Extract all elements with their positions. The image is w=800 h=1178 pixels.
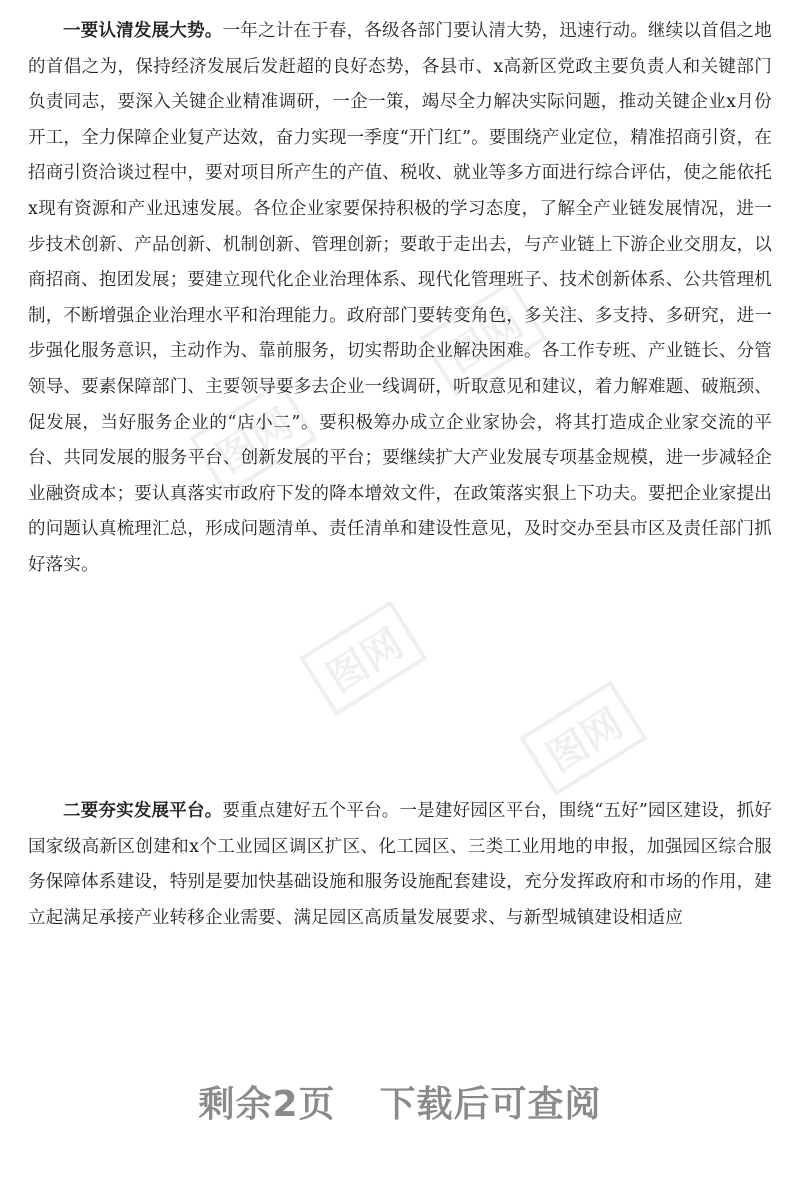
paragraph-development-trend bbox=[28, 14, 772, 584]
watermark-text: 图网 bbox=[419, 280, 547, 396]
paragraph-heading: 一要认清发展大势。 bbox=[63, 21, 223, 41]
watermark-logo bbox=[519, 632, 720, 789]
paragraph-development-platform bbox=[28, 794, 772, 936]
paragraph-body: 一年之计在于春，各级各部门要认清大势，迅速行动。继续以首倡之地的首倡之为，保持经济发展后发赶超的良好态势，各县市、x高新区党政主要负责人和关键部门负责同志，要深入关键企业精准调研，一企一策，竭尽全力解决实际问题，推动关键企业x月份开工，全力保障企业复产达效，奋力实现一季度“开门红”。要围绕产业定位，精准招商引资，在招商引资洽谈过程中，要对项目所产生的产值、税收、就业等多方面进行综合评估，使之能依托x现有资源和产业迅速发展。各位企业家要保持积极的学习态度，了解全产业链发展情况，进一步技术创新、产品创新、机制创新、管理创新；要敢于走出去，与产业链上下游企业交朋友，以商招商、抱团发展；要建立现代化企业治理体系、现代化管理班子、技术创新体系、公共管理机制，不断增强企业治理水平和治理能力。政府部门要转变角色，多关注、多支持、多研究，进一步强化服务意识，主动作为、靠前服务，切实帮助企业解决困难。各工作专班、产业链长、分管领导、要素保障部门、主要领导要多去企业一线调研，听取意见和建议，着力解难题、破瓶颈、促发展，当好服务企业的“店小二”。要积极筹办成立企业家协会，将其打造成企业家交流的平台、共同发展的服务平台、创新发展的平台；要继续扩大产业发展专项基金规模，进一步减轻企业融资成本；要认真落实市政府下发的降本增效文件，在政策落实狠上下功夫。要把企业家提出的问题认真梳理汇总，形成问题清单、责任清单和建设性意见，及时交办至县市区及责任部门抓好落实。 bbox=[28, 21, 772, 575]
paragraph-body: 要重点建好五个平台。一是建好园区平台，围绕“五好”园区建设，抓好国家级高新区创建和x个工业园区调区扩区、化工园区、三类工业用地的申报，加强园区综合服务保障体系建设，特别是要加快基础设施和服务设施配套建设，充分发挥政府和市场的作用，建立起满足承接产业转移企业需要、满足园区高质量发展要求、与新型城镇建设相适应 bbox=[28, 801, 772, 928]
watermark-text: 图网 bbox=[299, 600, 427, 716]
watermark-text: 图网 bbox=[189, 380, 317, 496]
download-to-view-text: 下载后可查阅 bbox=[379, 1084, 602, 1125]
paragraph-heading: 二要夯实发展平台。 bbox=[63, 801, 223, 821]
download-prompt[interactable] bbox=[0, 1076, 800, 1127]
remaining-pages-text: 剩余2页 bbox=[198, 1084, 336, 1125]
watermark-text: 图网 bbox=[519, 680, 647, 796]
